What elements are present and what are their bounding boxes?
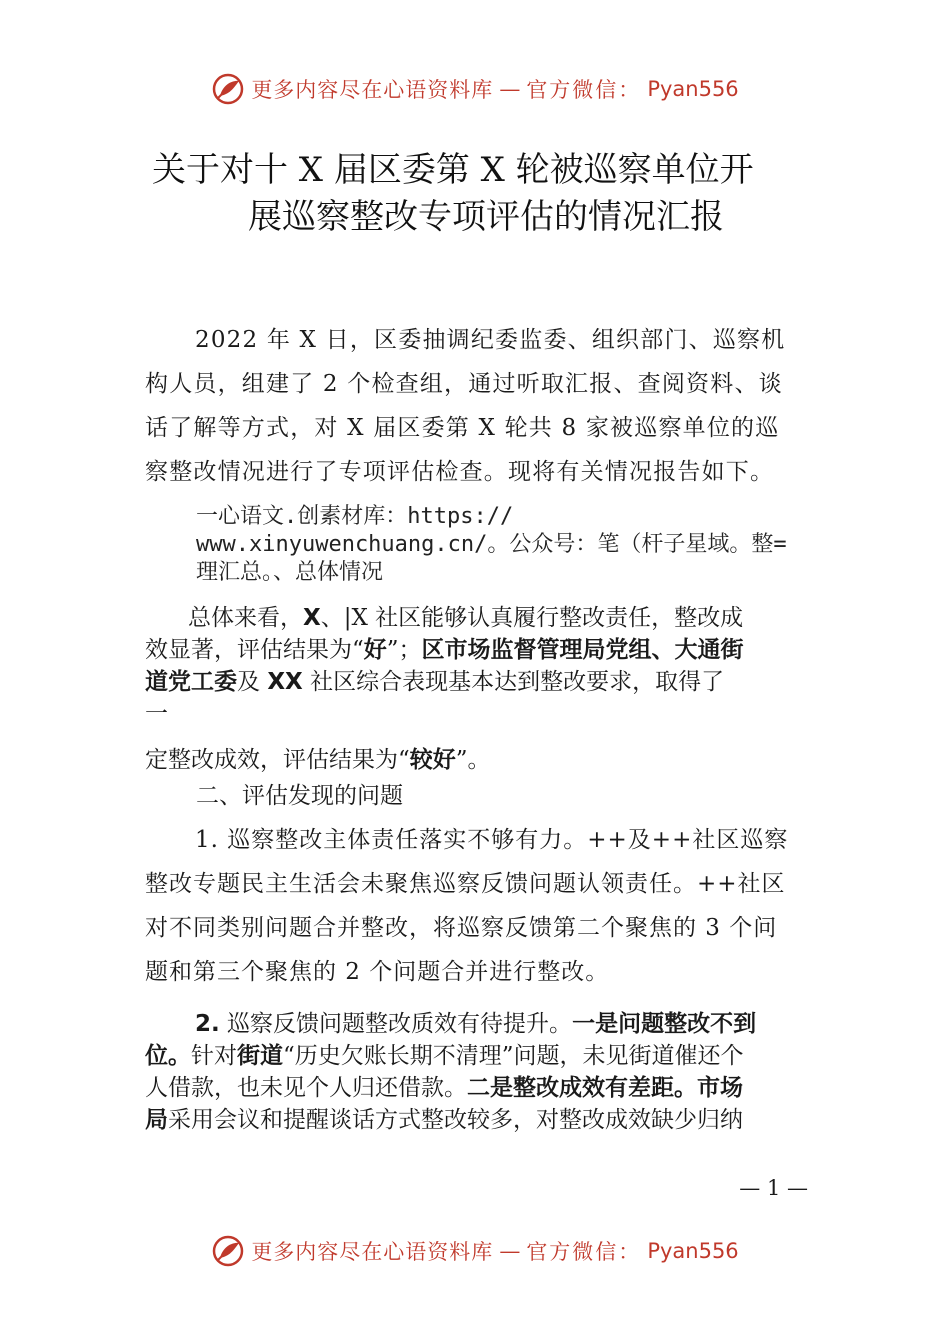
overall-line-3: 道党工委及 XX 社区综合表现基本达到整改要求，取得了	[145, 669, 725, 695]
intro-line-4: 察整改情况进行了专项评估检查。现将有关情况报告如下。	[145, 459, 775, 485]
watermark-sub-text: 官方微信：	[526, 78, 642, 102]
overall-line-4: 一	[145, 701, 168, 727]
item2-line-1: 2. 巡察反馈问题整改质效有待提升。一是问题整改不到	[195, 1011, 757, 1037]
document-title-line1: 关于对十 X 届区委第 X 轮被巡察单位开	[152, 150, 754, 190]
red-leaf-logo-icon	[211, 72, 245, 106]
intro-line-3: 话了解等方式，对 X 届区委第 X 轮共 8 家被巡察单位的巡	[145, 415, 780, 441]
source-note-line-3: 理汇总。、总体情况	[196, 560, 384, 585]
item2-line-4: 局采用会议和提醒谈话方式整改较多，对整改成效缺少归纳	[145, 1107, 743, 1133]
item1-line-4: 题和第三个聚焦的 2 个问题合并进行整改。	[145, 959, 610, 985]
watermark-main-text: 更多内容尽在心语资料库	[251, 1240, 494, 1264]
watermark-main-text: 更多内容尽在心语资料库	[251, 78, 494, 102]
watermark-id: Pyan556	[647, 77, 739, 101]
source-note-line-2: www.xinyuwenchuang.cn/。公众号：笔（杆子星域。整=	[196, 532, 787, 557]
overall-line-5: 定整改成效，评估结果为“较好”。	[145, 747, 491, 773]
watermark-separator: —	[499, 1239, 521, 1263]
item1-line-2: 整改专题民主生活会未聚焦巡察反馈问题认领责任。++社区	[145, 871, 786, 897]
intro-line-2: 构人员，组建了 2 个检查组，通过听取汇报、查阅资料、谈	[145, 371, 783, 397]
overall-paragraph	[145, 602, 810, 776]
overall-line-2: 效显著，评估结果为“好”；区市场监督管理局党组、大通街	[145, 637, 744, 663]
watermark-sub-text: 官方微信：	[526, 1240, 642, 1264]
watermark-banner-top	[0, 72, 950, 106]
red-leaf-logo-icon	[211, 1234, 245, 1268]
item2-line-2: 位。针对街道“历史欠账长期不清理”问题，未见街道催还个	[145, 1043, 744, 1069]
watermark-banner-bottom	[0, 1234, 950, 1268]
document-title-line2: 展巡察整改专项评估的情况汇报	[248, 197, 724, 237]
problem-item-1	[145, 818, 810, 994]
section-heading-problems: 二、评估发现的问题	[196, 783, 403, 809]
page-number: — 1 —	[739, 1176, 808, 1200]
source-note	[196, 503, 816, 587]
item2-line-3: 人借款，也未见个人归还借款。二是整改成效有差距。市场	[145, 1075, 743, 1101]
watermark-separator: —	[499, 77, 521, 101]
overall-line-1: 总体来看，X、|X 社区能够认真履行整改责任，整改成	[188, 605, 744, 631]
source-note-line-1: 一心语文.创素材库：https://	[196, 504, 514, 529]
intro-paragraph	[145, 318, 810, 494]
watermark-id: Pyan556	[647, 1239, 739, 1263]
item1-line-3: 对不同类别问题合并整改，将巡察反馈第二个聚焦的 3 个问	[145, 915, 778, 941]
intro-line-1: 2022 年 X 日，区委抽调纪委监委、组织部门、巡察机	[195, 327, 786, 353]
problem-item-2	[145, 1008, 810, 1136]
item1-line-1: 1. 巡察整改主体责任落实不够有力。++及++社区巡察	[195, 827, 789, 853]
